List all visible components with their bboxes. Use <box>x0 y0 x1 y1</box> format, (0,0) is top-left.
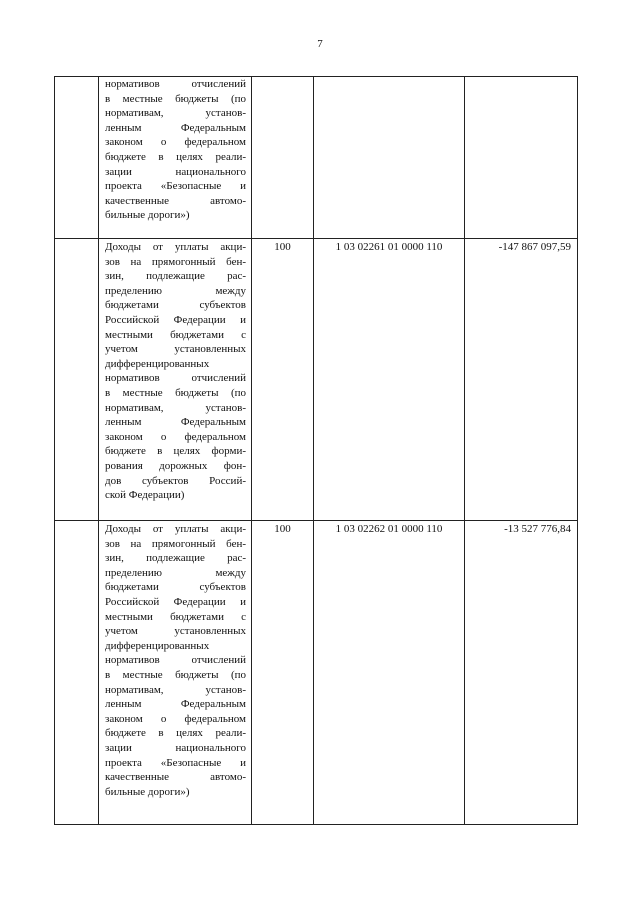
revenue-name-line: бюджетами субъектов <box>105 299 246 312</box>
revenue-name-line: зации национального <box>105 165 246 178</box>
admin-code-cell <box>252 77 314 239</box>
revenue-name-line: дов субъектов Россий- <box>105 474 246 487</box>
revenue-name-line: дифференцированных <box>105 639 210 652</box>
revenue-name-line: нормативам, установ- <box>105 683 246 696</box>
revenue-name-line: в местные бюджеты (по <box>105 92 246 105</box>
revenue-name-line: местными бюджетами с <box>105 328 246 341</box>
revenue-name-line: качественные автомо- <box>105 194 246 207</box>
table-row <box>55 77 578 239</box>
amount-cell <box>465 77 578 239</box>
revenue-name-line: Российской Федерации и <box>105 595 246 608</box>
revenue-name-line: нормативам, установ- <box>105 401 246 414</box>
row-number-cell <box>55 521 99 825</box>
revenue-name-line: ленным Федеральным <box>105 416 246 429</box>
revenue-name-line: бильные дороги») <box>105 785 190 798</box>
revenue-name-line: бюджетами субъектов <box>105 581 246 594</box>
amount-cell: -13 527 776,84 <box>465 521 578 825</box>
revenue-name-line: зов на прямогонный бен- <box>105 255 246 268</box>
revenue-name-line: бильные дороги») <box>105 209 190 222</box>
revenue-name-line: нормативов отчислений <box>105 654 246 667</box>
admin-code-cell: 100 <box>252 521 314 825</box>
revenue-name-line: проекта «Безопасные и <box>105 756 246 769</box>
revenue-name-line: нормативов отчислений <box>105 78 246 90</box>
revenue-name-line: качественные автомо- <box>105 771 246 784</box>
revenue-name-line: пределению между <box>105 566 246 579</box>
revenue-name-line: зин, подлежащие рас- <box>105 270 246 283</box>
revenue-name-line: местными бюджетами с <box>105 610 246 623</box>
budget-classification-code-cell: 1 03 02261 01 0000 110 <box>314 239 465 521</box>
revenue-name-line: в местные бюджеты (по <box>105 668 246 681</box>
revenue-table <box>54 76 578 825</box>
revenue-name-line: нормативам, установ- <box>105 107 246 120</box>
revenue-name-line: пределению между <box>105 284 246 297</box>
revenue-name-line: Доходы от уплаты акци- <box>105 523 246 535</box>
revenue-name-line: бюджете в целях реали- <box>105 150 246 163</box>
revenue-name-line: Российской Федерации и <box>105 313 246 326</box>
revenue-name-cell <box>99 77 252 239</box>
revenue-name-line: рования дорожных фон- <box>105 459 246 472</box>
row-number-cell <box>55 77 99 239</box>
revenue-name-line: ской Федерации) <box>105 489 185 502</box>
revenue-name-line: Доходы от уплаты акци- <box>105 241 246 253</box>
amount-cell: -147 867 097,59 <box>465 239 578 521</box>
table-row <box>55 521 578 825</box>
page-number: 7 <box>317 38 323 50</box>
revenue-name-line: бюджете в целях форми- <box>105 445 246 458</box>
budget-classification-code-cell <box>314 77 465 239</box>
revenue-name-line: зации национального <box>105 741 246 754</box>
revenue-name-line: законом о федеральном <box>105 712 246 725</box>
revenue-name-cell <box>99 521 252 825</box>
revenue-name-line: учетом установленных <box>105 625 246 638</box>
revenue-name-line: зов на прямогонный бен- <box>105 537 246 550</box>
revenue-name-line: законом о федеральном <box>105 136 246 149</box>
revenue-name-line: зин, подлежащие рас- <box>105 552 246 565</box>
revenue-name-line: проекта «Безопасные и <box>105 180 246 193</box>
revenue-name-line: ленным Федеральным <box>105 698 246 711</box>
row-number-cell <box>55 239 99 521</box>
table-row <box>55 239 578 521</box>
revenue-name-line: дифференцированных <box>105 357 210 370</box>
revenue-name-line: нормативов отчислений <box>105 372 246 385</box>
revenue-name-line: учетом установленных <box>105 343 246 356</box>
revenue-name-line: ленным Федеральным <box>105 121 246 134</box>
revenue-name-line: бюджете в целях реали- <box>105 727 246 740</box>
admin-code-cell: 100 <box>252 239 314 521</box>
budget-classification-code-cell: 1 03 02262 01 0000 110 <box>314 521 465 825</box>
revenue-name-line: законом о федеральном <box>105 430 246 443</box>
revenue-name-line: в местные бюджеты (по <box>105 386 246 399</box>
revenue-name-cell <box>99 239 252 521</box>
